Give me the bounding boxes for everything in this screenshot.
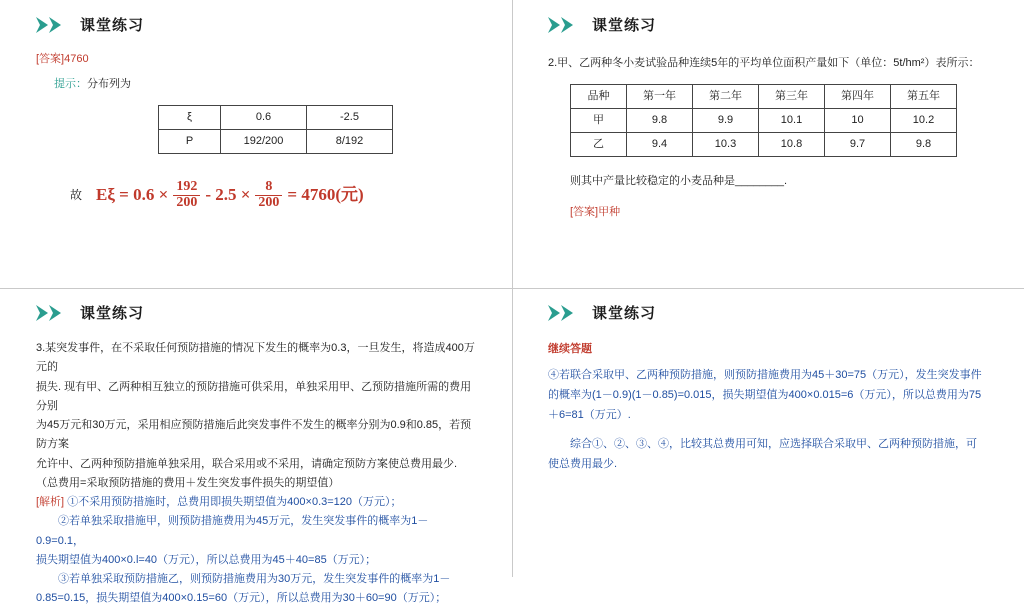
header-cell: 第二年: [693, 85, 759, 109]
page-title: 课堂练习: [80, 305, 145, 322]
solution-line: ④若联合采取甲、乙两种预防措施，则预防措施费用为45＋30=75（万元），发生突发事件: [548, 369, 982, 382]
solution-line: 的概率为(1－0.9)(1－0.85)=0.015，损失期望值为400×0.015=6（万元），所以总费用为75: [548, 388, 982, 401]
header-cell: 品种: [571, 85, 627, 109]
solution-item: ①不采用预防措施时，总费用即损失期望值为400×0.3=120（万元）；: [67, 496, 402, 508]
page-title: 课堂练习: [592, 305, 657, 322]
distribution-table: [158, 105, 393, 154]
slide-3-header: [0, 288, 512, 323]
double-chevron-right-icon: [548, 304, 582, 322]
formula-result: = 4760(元): [287, 185, 364, 205]
expectation-formula: [70, 180, 476, 210]
cell: 10.8: [759, 133, 825, 157]
numerator: 192: [176, 179, 198, 195]
table-row: [571, 109, 957, 133]
table-row: [571, 133, 957, 157]
solution-item: ②若单独采取措施甲，则预防措施费用为45万元，发生突发事件的概率为1－0.9=0.1，: [36, 515, 429, 547]
solution-paragraphs: [548, 366, 988, 475]
yield-table-wrap: [570, 84, 988, 157]
formula-mid: - 2.5 ×: [205, 185, 251, 205]
slide-1-header: [0, 0, 512, 35]
answer-text: [答案]4760: [36, 53, 89, 65]
header-cell: 第三年: [759, 85, 825, 109]
denominator: 200: [255, 195, 282, 211]
cell: 9.9: [693, 109, 759, 133]
double-chevron-right-icon: [36, 16, 70, 34]
hint-text: 分布列为: [87, 78, 131, 91]
cell: -2.5: [307, 106, 393, 130]
cell: 8/192: [307, 130, 393, 154]
solution-item: ③若单独采取预防措施乙，则预防措施费用为30万元，发生突发事件的概率为1－: [58, 573, 451, 585]
cell: 192/200: [221, 130, 307, 154]
cell: 10.2: [891, 109, 957, 133]
table-row: [159, 130, 393, 154]
solution-item: 损失期望值为400×0.l=40（万元），所以总费用为45＋40=85（万元）；: [36, 553, 377, 566]
solution-line: ＋6=81（万元）.: [548, 408, 631, 421]
cell: 10.3: [693, 133, 759, 157]
slide-1: [0, 0, 512, 288]
header-cell: 第一年: [627, 85, 693, 109]
cell: ξ: [159, 106, 221, 130]
slide-2-header: [512, 0, 1024, 35]
denominator: 200: [173, 195, 200, 211]
formula-prefix: 故: [70, 188, 83, 203]
cell: 9.8: [627, 109, 693, 133]
distribution-table-wrap: [158, 105, 476, 154]
cost-note: （总费用=采取预防措施的费用＋发生突发事件损失的期望值）: [36, 476, 340, 489]
cell: 9.4: [627, 133, 693, 157]
numerator: 8: [265, 179, 273, 195]
table-row: [159, 106, 393, 130]
cell: 乙: [571, 133, 627, 157]
question-line: 3.某突发事件，在不采取任何预防措施的情况下发生的概率为0.3，一旦发生，将造成400万元的: [36, 342, 475, 374]
formula-lhs: Eξ = 0.6 ×: [96, 185, 169, 205]
formula-expression: [96, 180, 364, 210]
question-line: 为45万元和30万元，采用相应预防措施后此突发事件不发生的概率分别为0.9和0.85，若预防方案: [36, 419, 472, 451]
cell: 9.7: [825, 133, 891, 157]
solution-item: 0.85=0.15，损失期望值为400×0.15=60（万元），所以总费用为30＋60=90（万元）；: [36, 592, 447, 605]
hint-label: 提示：: [54, 78, 87, 91]
question-line: 损失. 现有甲、乙两种相互独立的预防措施可供采用，单独采用甲、乙预防措施所需的费用分别: [36, 380, 472, 412]
question-text: 2.甲、乙两种冬小麦试验品种连续5年的平均单位面积产量如下（单位：5t/hm²）表所示：: [548, 57, 980, 69]
header-cell: 第五年: [891, 85, 957, 109]
slide-3-body: [0, 339, 512, 609]
slide-4-body: [512, 341, 1024, 475]
slide-4: [512, 288, 1024, 577]
continue-label: 继续答题: [548, 343, 592, 355]
slide-1-body: [0, 51, 512, 211]
cell: 甲: [571, 109, 627, 133]
page-title: 课堂练习: [80, 17, 145, 34]
cell: 0.6: [221, 106, 307, 130]
cell: 10.1: [759, 109, 825, 133]
conclusion-line: 综合①、②、③、④，比较其总费用可知，应选择联合采取甲、乙两种预防措施，可: [570, 438, 977, 451]
header-cell: 第四年: [825, 85, 891, 109]
conclusion-line: 使总费用最少.: [548, 458, 618, 471]
double-chevron-right-icon: [548, 16, 582, 34]
answer-text: [答案]甲种: [570, 206, 621, 219]
slide-2: [512, 0, 1024, 288]
yield-table: [570, 84, 957, 157]
fraction-2: [255, 180, 282, 210]
fraction-1: [173, 180, 200, 210]
slide-2-body: [512, 55, 1024, 221]
question-followup: 则其中产量比较稳定的小麦品种是________.: [570, 175, 787, 188]
hint-line: [54, 76, 476, 93]
question-line: 允许中、乙两种预防措施单独采用，联合采用或不采用，请确定预防方案使总费用最少.: [36, 457, 458, 470]
slide-4-header: [512, 288, 1024, 323]
table-header-row: [571, 85, 957, 109]
double-chevron-right-icon: [36, 304, 70, 322]
cell: 10: [825, 109, 891, 133]
slide-3: [0, 288, 512, 605]
solution-label: [解析]: [36, 496, 65, 508]
page-title: 课堂练习: [592, 17, 657, 34]
horizontal-divider: [0, 288, 1024, 289]
cell: 9.8: [891, 133, 957, 157]
cell: P: [159, 130, 221, 154]
solution-line-1: [36, 493, 476, 512]
